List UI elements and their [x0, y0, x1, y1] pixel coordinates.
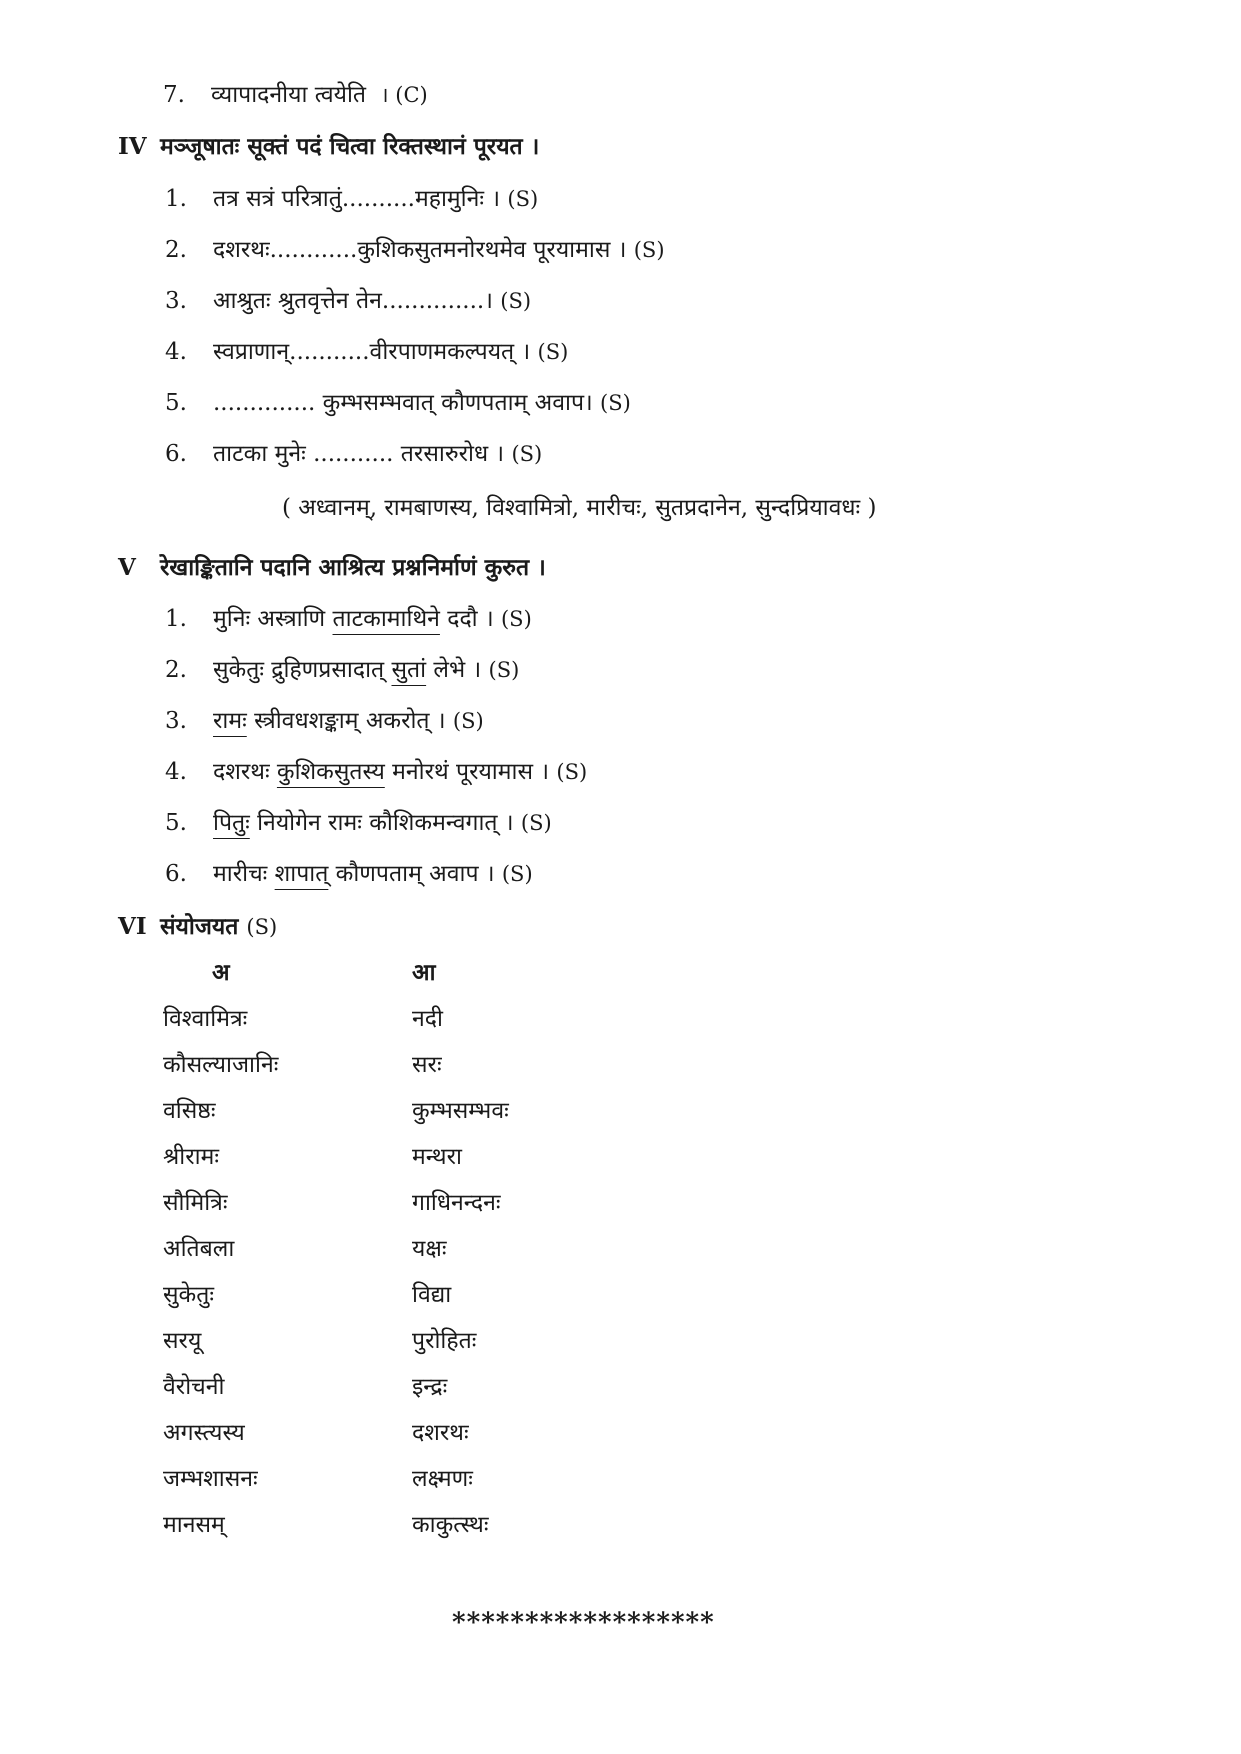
item-text: स्त्रीवधशङ्काम् अकरोत् । — [246, 708, 446, 734]
item-number: 7. — [163, 82, 185, 108]
item-tag: (S) — [520, 811, 552, 835]
item-text: तत्र सत्रं परित्रातुं..........महामुनिः । — [213, 186, 501, 212]
section-4-heading — [118, 132, 539, 162]
column-b-heading: आ — [412, 959, 436, 986]
match-right-item: नदी — [412, 1006, 443, 1032]
item-tag: (S) — [500, 289, 532, 313]
item-tag: (S) — [511, 442, 543, 466]
section-numeral: V — [118, 554, 136, 581]
match-right-item: विद्या — [412, 1282, 452, 1308]
match-right-item: काकुत्स्थः — [412, 1512, 489, 1538]
item-number: 1. — [165, 606, 187, 632]
section-5-item — [165, 706, 484, 736]
item-tag: (S) — [452, 709, 484, 733]
underlined-word: ताटकामाथिने — [332, 606, 440, 632]
item-number: 5. — [165, 810, 187, 836]
underlined-word: पितुः — [213, 810, 250, 836]
match-left-item: वसिष्ठः — [163, 1098, 216, 1124]
section-4-item — [165, 337, 568, 367]
item-text: ताटका मुनेः ........... तरसारुरोध । — [213, 441, 505, 467]
item-text: मनोरथं पूरयामास । — [384, 759, 550, 785]
item-number: 4. — [165, 339, 187, 365]
q3-item-7 — [163, 80, 428, 110]
item-tag: । (C) — [380, 83, 428, 107]
item-text: दशरथः — [213, 759, 277, 785]
match-left-item: सौमित्रिः — [163, 1190, 228, 1216]
item-tag: (S) — [488, 658, 520, 682]
item-tag: (S) — [500, 607, 532, 631]
item-number: 4. — [165, 759, 187, 785]
section-title: संयोजयत — [160, 913, 239, 940]
match-left-item: सरयू — [163, 1328, 202, 1354]
item-number: 6. — [165, 861, 187, 887]
underlined-word: सुतां — [391, 657, 427, 683]
item-tag: (S) — [600, 391, 631, 415]
item-text: दशरथः............कुशिकसुतमनोरथमेव पूरयामास । — [213, 237, 627, 263]
match-left-item: अगस्त्यस्य — [163, 1420, 245, 1446]
match-right-item: पुरोहितः — [412, 1328, 477, 1354]
item-text: मुनिः अस्त्राणि — [213, 606, 333, 632]
item-number: 1. — [165, 186, 187, 212]
item-text: सुकेतुः द्रुहिणप्रसादात् — [213, 657, 392, 683]
section-5-item — [165, 604, 532, 634]
item-text: ददौ । — [439, 606, 494, 632]
section-5-item — [165, 757, 587, 787]
footer-stars: ****************** — [452, 1608, 715, 1638]
section-5-item — [165, 859, 533, 889]
section-tag: (S) — [246, 915, 278, 939]
match-right-item: यक्षः — [412, 1236, 447, 1262]
item-number: 3. — [165, 288, 187, 314]
section-4-item — [165, 286, 531, 316]
section-title: मञ्जूषातः सूक्तं पदं चित्वा रिक्तस्थानं पूरयत । — [160, 133, 540, 160]
item-tag: (S) — [633, 238, 665, 262]
item-number: 2. — [165, 237, 187, 263]
item-text: लेभे । — [426, 657, 482, 683]
item-text: स्वप्राणान्...........वीरपाणमकल्पयत् । — [213, 339, 531, 365]
match-left-item: सुकेतुः — [163, 1282, 214, 1308]
match-left-item: अतिबला — [163, 1236, 235, 1262]
match-right-item: मन्थरा — [412, 1144, 462, 1170]
match-right-item: सरः — [412, 1052, 442, 1078]
match-left-item: श्रीरामः — [163, 1144, 220, 1170]
underlined-word: रामः — [213, 708, 247, 734]
item-number: 6. — [165, 441, 187, 467]
section-5-item — [165, 808, 552, 838]
section-4-item — [165, 388, 631, 418]
item-text: आश्रुतः श्रुतवृत्तेन तेन..............। — [213, 288, 493, 314]
section-numeral: VI — [118, 913, 147, 940]
underlined-word: शापात् — [274, 861, 329, 887]
match-left-item: विश्वामित्रः — [163, 1006, 248, 1032]
item-text: नियोगेन रामः कौशिकमन्वगात् । — [249, 810, 514, 836]
match-right-item: दशरथः — [412, 1420, 469, 1446]
item-tag: (S) — [501, 862, 533, 886]
item-number: 3. — [165, 708, 187, 734]
section-6-heading — [118, 912, 277, 942]
item-tag: (S) — [556, 760, 588, 784]
match-right-item: गाधिनन्दनः — [412, 1190, 501, 1216]
section-5-heading — [118, 553, 546, 583]
item-tag: (S) — [537, 340, 569, 364]
match-right-item: कुम्भसम्भवः — [412, 1098, 509, 1124]
match-left-item: जम्भशासनः — [163, 1466, 258, 1492]
section-numeral: IV — [118, 133, 147, 160]
match-left-item: मानसम् — [163, 1512, 225, 1538]
item-tag: (S) — [507, 187, 539, 211]
section-4-item — [165, 184, 538, 214]
item-text: कौणपताम् अवाप । — [328, 861, 495, 887]
item-text: मारीचः — [213, 861, 275, 887]
match-left-item: वैरोचनी — [163, 1374, 225, 1400]
column-a-heading: अ — [212, 959, 230, 986]
section-title: रेखाङ्कितानि पदानि आश्रित्य प्रश्ननिर्माणं कुरुत । — [160, 554, 546, 581]
match-right-item: इन्द्रः — [412, 1374, 448, 1400]
section-4-item — [165, 439, 542, 469]
item-text: व्यापादनीया त्वयेति — [211, 82, 367, 108]
section-5-item — [165, 655, 519, 685]
match-right-item: लक्ष्मणः — [412, 1466, 473, 1492]
section-4-item — [165, 235, 665, 265]
item-number: 5. — [165, 390, 187, 416]
options-box: ( अध्वानम्, रामबाणस्य, विश्वामित्रो, मारीचः, सुतप्रदानेन, सुन्दप्रियावधः ) — [282, 495, 877, 521]
item-number: 2. — [165, 657, 187, 683]
match-left-item: कौसल्याजानिः — [163, 1052, 279, 1078]
underlined-word: कुशिकसुतस्य — [276, 759, 385, 785]
item-text: .............. कुम्भसम्भवात् कौणपताम् अवाप। — [213, 390, 593, 416]
